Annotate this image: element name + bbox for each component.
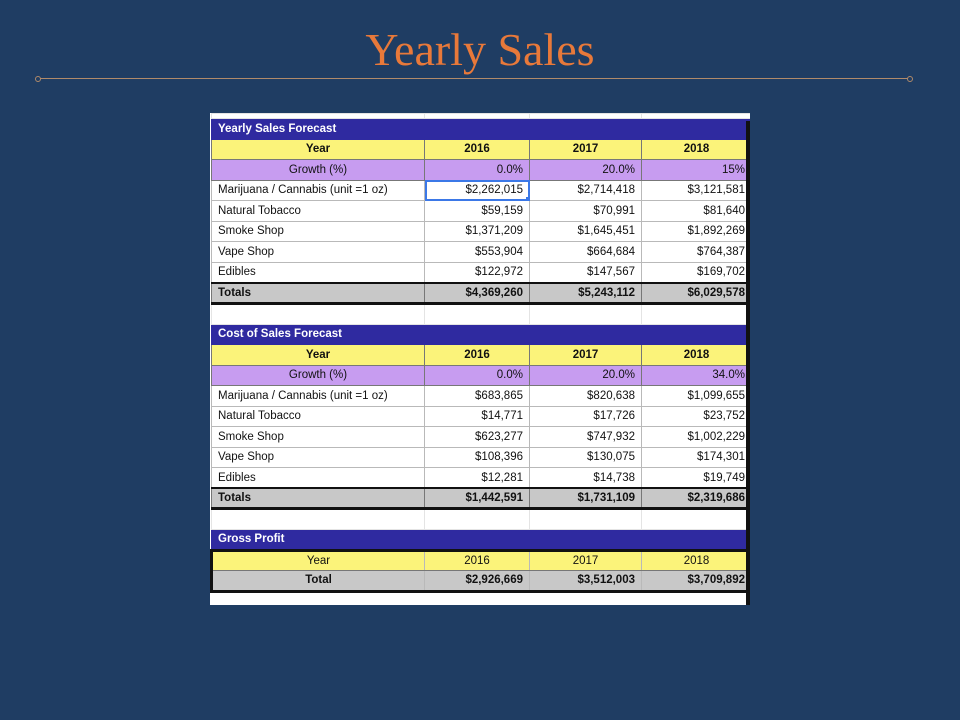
sales-totals-row [212, 283, 751, 304]
row-label: Smoke Shop [212, 427, 425, 448]
total-cell: $2,926,669 [425, 571, 530, 592]
value-cell: $19,749 [642, 468, 751, 489]
total-label: Total [212, 571, 425, 592]
year-cell: 2016 [425, 139, 530, 160]
value-cell: $1,099,655 [642, 386, 751, 407]
growth-label: Growth (%) [212, 160, 425, 181]
year-cell: 2017 [530, 139, 642, 160]
sheet-right-border [746, 121, 750, 605]
row-label: Edibles [212, 468, 425, 489]
year-label: Year [212, 345, 425, 366]
value-cell: $70,991 [530, 201, 642, 222]
cost-section-header [212, 324, 751, 345]
value-cell: $553,904 [425, 242, 530, 263]
value-cell: $130,075 [530, 447, 642, 468]
value-cell: $683,865 [425, 386, 530, 407]
sales-section-title: Yearly Sales Forecast [212, 119, 425, 140]
table-row [212, 427, 751, 448]
total-cell: $1,731,109 [530, 488, 642, 509]
total-cell: $3,709,892 [642, 571, 751, 592]
total-cell: $6,029,578 [642, 283, 751, 304]
growth-label: Growth (%) [212, 365, 425, 386]
value-cell: $1,002,229 [642, 427, 751, 448]
year-cell: 2016 [425, 550, 530, 571]
value-cell: $2,714,418 [530, 180, 642, 201]
table-row [212, 242, 751, 263]
cell-value: $2,262,015 [465, 184, 523, 197]
blank-row [212, 509, 751, 530]
spreadsheet-image [210, 113, 750, 605]
gross-section-header [212, 530, 751, 551]
row-label: Natural Tobacco [212, 406, 425, 427]
value-cell: $1,892,269 [642, 221, 751, 242]
value-cell: $664,684 [530, 242, 642, 263]
sales-growth-row [212, 160, 751, 181]
gross-total-row [212, 571, 751, 592]
total-cell: $3,512,003 [530, 571, 642, 592]
value-cell: $1,371,209 [425, 221, 530, 242]
selected-cell [425, 180, 530, 201]
row-label: Natural Tobacco [212, 201, 425, 222]
total-cell: $4,369,260 [425, 283, 530, 304]
value-cell: $17,726 [530, 406, 642, 427]
growth-cell: 0.0% [425, 160, 530, 181]
year-cell: 2017 [530, 345, 642, 366]
growth-cell: 15% [642, 160, 751, 181]
year-cell: 2018 [642, 345, 751, 366]
value-cell: $174,301 [642, 447, 751, 468]
value-cell: $147,567 [530, 262, 642, 283]
cost-year-row [212, 345, 751, 366]
value-cell: $108,396 [425, 447, 530, 468]
year-label: Year [212, 550, 425, 571]
row-label: Vape Shop [212, 242, 425, 263]
fill-handle [526, 197, 530, 201]
sales-section-header [212, 119, 751, 140]
value-cell: $747,932 [530, 427, 642, 448]
table-row [212, 406, 751, 427]
value-cell: $14,771 [425, 406, 530, 427]
table-row [212, 468, 751, 489]
value-cell: $820,638 [530, 386, 642, 407]
year-cell: 2017 [530, 550, 642, 571]
value-cell: $23,752 [642, 406, 751, 427]
table-row [212, 262, 751, 283]
row-label: Marijuana / Cannabis (unit =1 oz) [212, 386, 425, 407]
table-row [212, 386, 751, 407]
forecast-table [210, 113, 750, 593]
totals-label: Totals [212, 283, 425, 304]
total-cell: $5,243,112 [530, 283, 642, 304]
growth-cell: 0.0% [425, 365, 530, 386]
sales-year-row [212, 139, 751, 160]
growth-cell: 20.0% [530, 160, 642, 181]
value-cell: $81,640 [642, 201, 751, 222]
cost-growth-row [212, 365, 751, 386]
year-cell: 2018 [642, 139, 751, 160]
cost-section-title: Cost of Sales Forecast [212, 324, 425, 345]
value-cell: $3,121,581 [642, 180, 751, 201]
year-cell: 2016 [425, 345, 530, 366]
table-row [212, 447, 751, 468]
growth-cell: 20.0% [530, 365, 642, 386]
slide-title: Yearly Sales [365, 24, 595, 75]
value-cell: $14,738 [530, 468, 642, 489]
title-divider [38, 78, 910, 79]
value-cell: $764,387 [642, 242, 751, 263]
year-cell: 2018 [642, 550, 751, 571]
cost-totals-row [212, 488, 751, 509]
row-label: Marijuana / Cannabis (unit =1 oz) [212, 180, 425, 201]
blank-row [212, 303, 751, 324]
value-cell: $1,645,451 [530, 221, 642, 242]
totals-label: Totals [212, 488, 425, 509]
gross-year-row [212, 550, 751, 571]
value-cell: $623,277 [425, 427, 530, 448]
row-label: Smoke Shop [212, 221, 425, 242]
growth-cell: 34.0% [642, 365, 751, 386]
total-cell: $2,319,686 [642, 488, 751, 509]
table-row [212, 221, 751, 242]
gross-section-title: Gross Profit [212, 530, 425, 551]
table-row [212, 201, 751, 222]
value-cell: $59,159 [425, 201, 530, 222]
value-cell: $122,972 [425, 262, 530, 283]
total-cell: $1,442,591 [425, 488, 530, 509]
year-label: Year [212, 139, 425, 160]
value-cell: $12,281 [425, 468, 530, 489]
table-row [212, 180, 751, 201]
row-label: Edibles [212, 262, 425, 283]
row-label: Vape Shop [212, 447, 425, 468]
value-cell: $169,702 [642, 262, 751, 283]
